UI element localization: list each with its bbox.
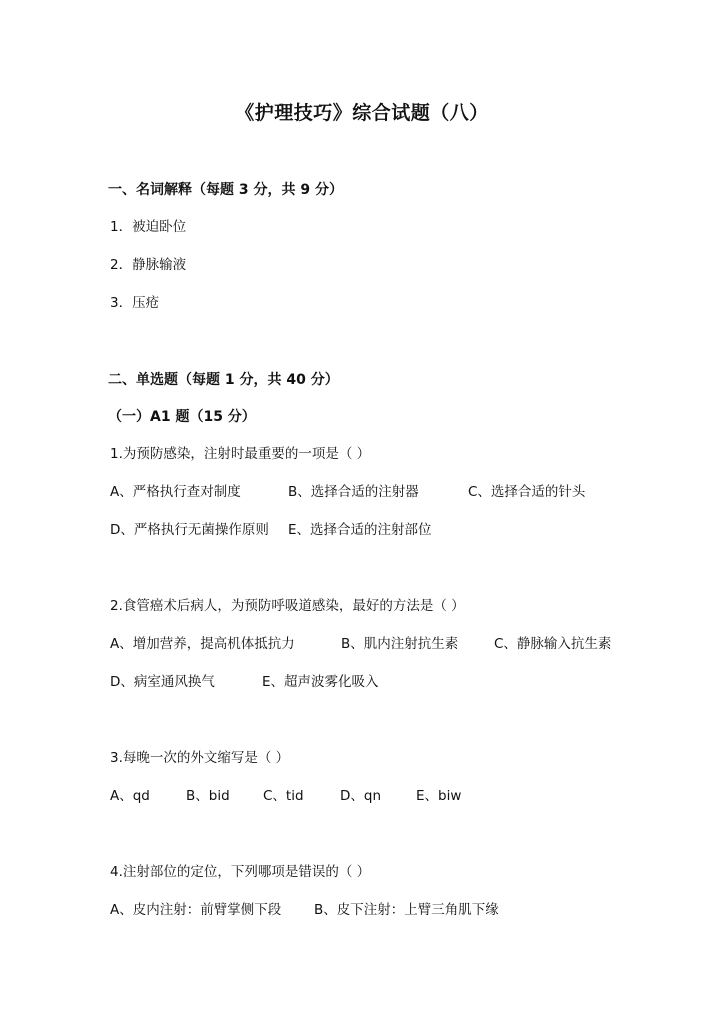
question-stem: 3.每晚一次的外文缩写是（ ） bbox=[110, 750, 290, 766]
answer-option: E、选择合适的注射部位 bbox=[288, 522, 432, 538]
answer-option: D、严格执行无菌操作原则 bbox=[110, 522, 269, 538]
answer-option: A、皮内注射：前臂掌侧下段 bbox=[110, 902, 282, 918]
answer-option: B、肌内注射抗生素 bbox=[341, 636, 459, 652]
answer-option: A、严格执行查对制度 bbox=[110, 484, 241, 500]
term-item: 1．被迫卧位 bbox=[110, 219, 187, 235]
term-item: 2．静脉输液 bbox=[110, 257, 187, 273]
question-stem: 2.食管癌术后病人，为预防呼吸道感染，最好的方法是（ ） bbox=[110, 598, 465, 614]
answer-option: A、增加营养，提高机体抵抗力 bbox=[110, 636, 295, 652]
answer-option: B、bid bbox=[186, 788, 230, 804]
answer-option: D、病室通风换气 bbox=[110, 674, 215, 690]
answer-option: C、选择合适的针头 bbox=[468, 484, 586, 500]
answer-option: B、皮下注射：上臂三角肌下缘 bbox=[314, 902, 499, 918]
answer-option: E、超声波雾化吸入 bbox=[262, 674, 379, 690]
section-heading-single-choice: 二、单选题（每题 1 分，共 40 分） bbox=[108, 372, 339, 388]
question-stem: 4.注射部位的定位，下列哪项是错误的（ ） bbox=[110, 864, 371, 880]
page-title: 《护理技巧》综合试题（八） bbox=[235, 102, 489, 124]
subsection-heading-a1: （一）A1 题（15 分） bbox=[108, 409, 256, 425]
section-heading-terms: 一、名词解释（每题 3 分，共 9 分） bbox=[108, 182, 343, 198]
term-item: 3．压疮 bbox=[110, 295, 160, 311]
answer-option: C、tid bbox=[263, 788, 304, 804]
answer-option: E、biw bbox=[416, 788, 462, 804]
answer-option: C、静脉输入抗生素 bbox=[494, 636, 612, 652]
question-stem: 1.为预防感染，注射时最重要的一项是（ ） bbox=[110, 446, 371, 462]
answer-option: D、qn bbox=[340, 788, 382, 804]
answer-option: A、qd bbox=[110, 788, 150, 804]
answer-option: B、选择合适的注射器 bbox=[288, 484, 419, 500]
